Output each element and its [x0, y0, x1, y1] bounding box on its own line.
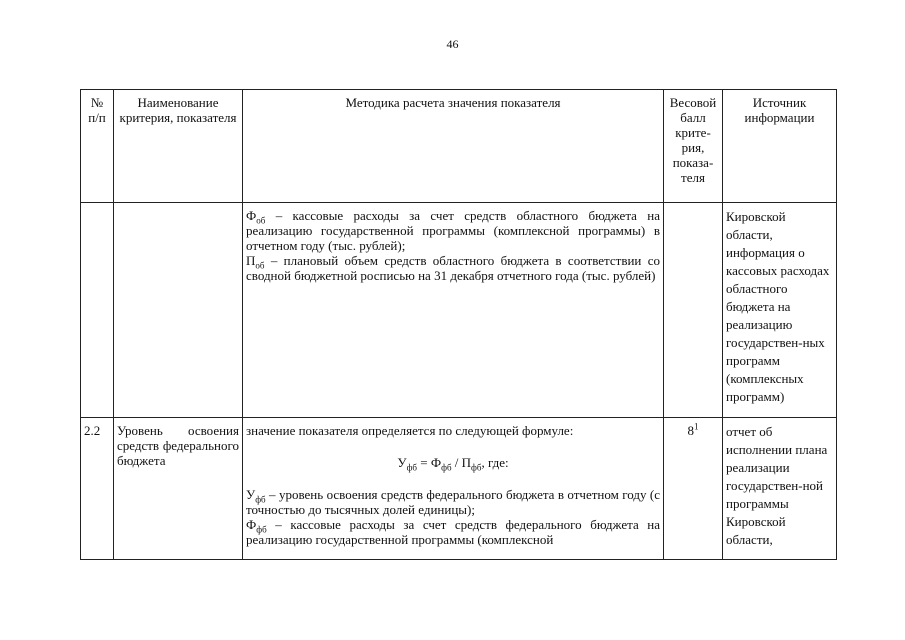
- row2-method: [243, 418, 664, 560]
- row1-method-par2: [246, 253, 660, 283]
- definition-text: – кассовые расходы за счет средств федерального бюджета на реализацию государственной программы (комплексной: [246, 517, 660, 547]
- header-method: Методика расчета значения показателя: [243, 90, 664, 203]
- weight-value: 8: [687, 423, 694, 438]
- row1-source: Кировской области, информация о кассовых расходах областного бюджета на реализацию государствен-ных программ (комплексных программ): [723, 203, 837, 418]
- formula-numerator: Ф: [430, 455, 442, 470]
- footnote-mark: 1: [694, 421, 699, 432]
- formula-tail: , где:: [481, 455, 509, 470]
- header-name: Наименование критерия, показателя: [114, 90, 243, 203]
- header-weight: Весовой балл крите-рия, показа-теля: [664, 90, 723, 203]
- row2-source: отчет об исполнении плана реализации государствен-ной программы Кировской области,: [723, 418, 837, 560]
- formula-denominator: П: [461, 455, 472, 470]
- row1-method-par1: [246, 208, 660, 253]
- definition-text: – плановый объем средств областного бюджета в соответствии со сводной бюджетной росписью на 31 декабря отчетного года (тыс. рублей): [246, 253, 660, 283]
- row1-method: [243, 203, 664, 418]
- symbol: Ф: [246, 517, 257, 532]
- row1-name: [114, 203, 243, 418]
- symbol: У: [246, 487, 256, 502]
- symbol-subscript: об: [255, 260, 265, 271]
- symbol: П: [246, 253, 256, 268]
- symbol-subscript: фб: [256, 524, 267, 535]
- formula-equals: =: [416, 455, 431, 470]
- symbol: Ф: [246, 208, 257, 223]
- formula: [246, 455, 660, 473]
- row1-num: [81, 203, 114, 418]
- symbol-subscript: об: [256, 215, 266, 226]
- criteria-table: [80, 89, 837, 560]
- formula-lhs: У: [397, 455, 407, 470]
- symbol-subscript: фб: [255, 494, 266, 505]
- row2-name: Уровень освоения средств федерального бюджета: [114, 418, 243, 560]
- formula-lhs-subscript: фб: [406, 462, 417, 473]
- formula-divide: /: [451, 455, 462, 470]
- row1-weight: [664, 203, 723, 418]
- header-num: № п/п: [81, 90, 114, 203]
- row2-weight: [664, 418, 723, 560]
- formula-numerator-subscript: фб: [441, 462, 452, 473]
- row2-method-par1: [246, 487, 660, 517]
- header-source: Источник информации: [723, 90, 837, 203]
- row2-method-intro: значение показателя определяется по следующей формуле:: [246, 423, 574, 438]
- row2-num: 2.2: [81, 418, 114, 560]
- table-row: [81, 203, 837, 418]
- page-number: 46: [446, 37, 459, 51]
- table-header-row: [81, 90, 837, 203]
- definition-text: – кассовые расходы за счет средств областного бюджета на реализацию государственной программы (комплексной программы) в отчетном году (тыс. рублей);: [246, 208, 660, 253]
- row2-method-par2: [246, 517, 660, 547]
- definition-text: – уровень освоения средств федерального бюджета в отчетном году (с точностью до тысячных долей единицы);: [246, 487, 660, 517]
- table-row: [81, 418, 837, 560]
- formula-denominator-subscript: фб: [471, 462, 482, 473]
